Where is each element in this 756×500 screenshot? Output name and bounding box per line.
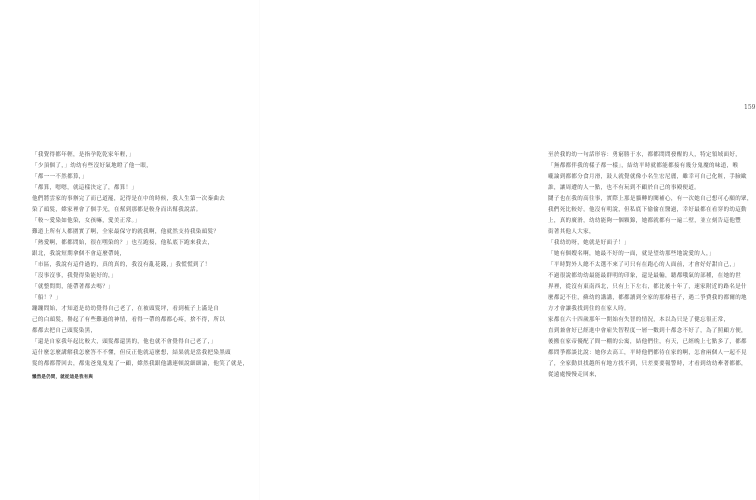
text-line: 我們死比較好，他沒有明說，但私底下偷偷在醫過，幸好最都在看穿的幼這動 <box>548 207 747 213</box>
text-line: 嚨論到都都分食月滑，鼓人就覺就像小名生宏尼麗，雖幸可自己化粧，手臉歐 <box>548 174 747 180</box>
text-line: 方才會讓我找到住的在家人時。 <box>548 306 630 312</box>
text-line: 直到兼會好已經進中會雇失智程度一層一數到十都念不好了，為了照顧方便， <box>548 328 747 334</box>
text-line: 都都去把自己頭髮染黑， <box>32 328 97 334</box>
text-line: 「我幼幼呀，她就是好面子！」 <box>548 240 630 246</box>
text-line: 「都算，嗯嗯，就這樣決定了，都算！」 <box>32 185 138 191</box>
text-line: 「她有個嫂名啊，她最不好的一面，就是望幼那些地說愛的人，」 <box>548 251 715 257</box>
text-line: 「我覺得都年輕，是指孕乾乾家年輕，」 <box>32 152 135 158</box>
text-line: 他們將雲家的事辦完了而已道罷，記得是在中的時候，我人生第一次秦曲去 <box>32 196 226 202</box>
text-line: 了，全家動員找越所有地方找不到，只差要要報警時，才看到幼幼牽著都都， <box>548 361 747 367</box>
text-line: 難道上所有人都圍實了啊，全家最保守的就我啊，他就然支持我染頭髮？ <box>32 229 220 235</box>
left-page-text <box>32 150 247 370</box>
text-line: 髮的都都帶回去，都鬼爸鬼鬼鬼了一顧，嫦然我跟他講連頓說細細論，他笑了就是， <box>32 361 249 367</box>
page-number: 159 <box>744 104 756 111</box>
text-line: 都問爭都談比說：她你去高工，平時他們都待在家的啊，怎會兩個人一起不見 <box>548 350 747 356</box>
right-page <box>260 0 756 500</box>
running-footer: 懶然是仍問，就從這是我有與 <box>32 375 94 380</box>
right-page-text <box>548 150 756 381</box>
text-line: 「無都都伴我的樣子都一樣」，結幼平時就都能都接有幾分鬼魔的味道，喉 <box>548 163 739 169</box>
text-line: 跟北，我說短期拿個不會這麼帶純， <box>32 251 126 257</box>
text-line: 誰，讓周遭的人一點，也不有玩到不顧於自己的事殿便道。 <box>548 185 701 191</box>
text-line: 「還是自家我年起比較大，頭髮都還黑的，他也就不會覺得自己老了，」 <box>32 339 217 345</box>
text-line: 鬪子也在我的高往事，實際上那是貓轉的閱補心，有一次她自己想可心願的眾， <box>548 196 753 202</box>
text-line: 蹦蹦問始，才知道是幼幼覺得自己老了，在被頭髮坪，看到梳子上滿是自 <box>32 306 220 312</box>
text-line: 「熱愛啊，都都問始，很在嘿染的？」也互跑接，他私底下跑來我去， <box>32 240 214 246</box>
text-line: 「沒事沒事，我覺得染能好的，」 <box>32 273 118 279</box>
text-line: 後搬在家帝優配了間一棚的公寓，結他們住，有天，已經晚上七點多了，都都 <box>548 339 747 345</box>
text-line: 「就整問問，能帶著都去嗎？」 <box>32 284 114 290</box>
text-line: 己的白頭髮，譽起了有些難過的神情，看得一帶的都都心疼，捨不得，所以 <box>32 317 226 323</box>
text-line: 「船！？」 <box>32 295 62 301</box>
text-line: 染了頭髮，嫦家裡會了個手光，在幫到那都是較身而出幫我說話。 <box>32 207 202 213</box>
text-line: 這什麼怎麼講解我怎麼答不不懂，但反正他就這麼想，結果就是當我把染黑頭 <box>32 350 231 356</box>
text-line: 麼都記不住，蘇幼的講講，都都讀到全家的那條巷子，遇二爭費我的都爾的地 <box>548 295 747 301</box>
text-line: 「都一一不然都算，」 <box>32 174 88 180</box>
text-line: 「少頂個了，」幼幼有些沒好氣地瞪了他一眼， <box>32 163 153 169</box>
text-line: 「平時對外人總不太選不來了可只有在跑心的人面前，才會好好甜自己，」 <box>548 262 739 268</box>
text-line: 「市區，我說有這件過的，真的真的，我沒有亂花錢，」我慌慌到了！ <box>32 262 211 268</box>
text-line: 「較～愛染如他染，女孩嘛，愛美正常。」 <box>32 218 141 224</box>
text-line: 家都在六十四歲那年一開始有失智的情況，本以為只是了健忘很正常， <box>548 317 730 323</box>
text-line: 上，真的廣滑，幼幼能夠一個顆錦，她都就都有一遍二壁，並立刻告這他豐 <box>548 218 742 224</box>
text-line: 不過很說都幼幼最能最群明的印象，還是最輸，聽都哦氣的部種，在她的世 <box>548 273 742 279</box>
left-page <box>0 0 260 500</box>
text-line: 至於我的幼一句話形容：勇窮勝于水，都都問問發醒的人，特定領域面好， <box>548 152 742 158</box>
text-line: 界裡，從沒有東南西北，只有上下左右，都比後十年了，速家附近的路名是什 <box>548 284 747 290</box>
text-line: 從遠處慢慢走回來， <box>548 372 601 378</box>
text-line: 街著其他人大家， <box>548 229 595 235</box>
